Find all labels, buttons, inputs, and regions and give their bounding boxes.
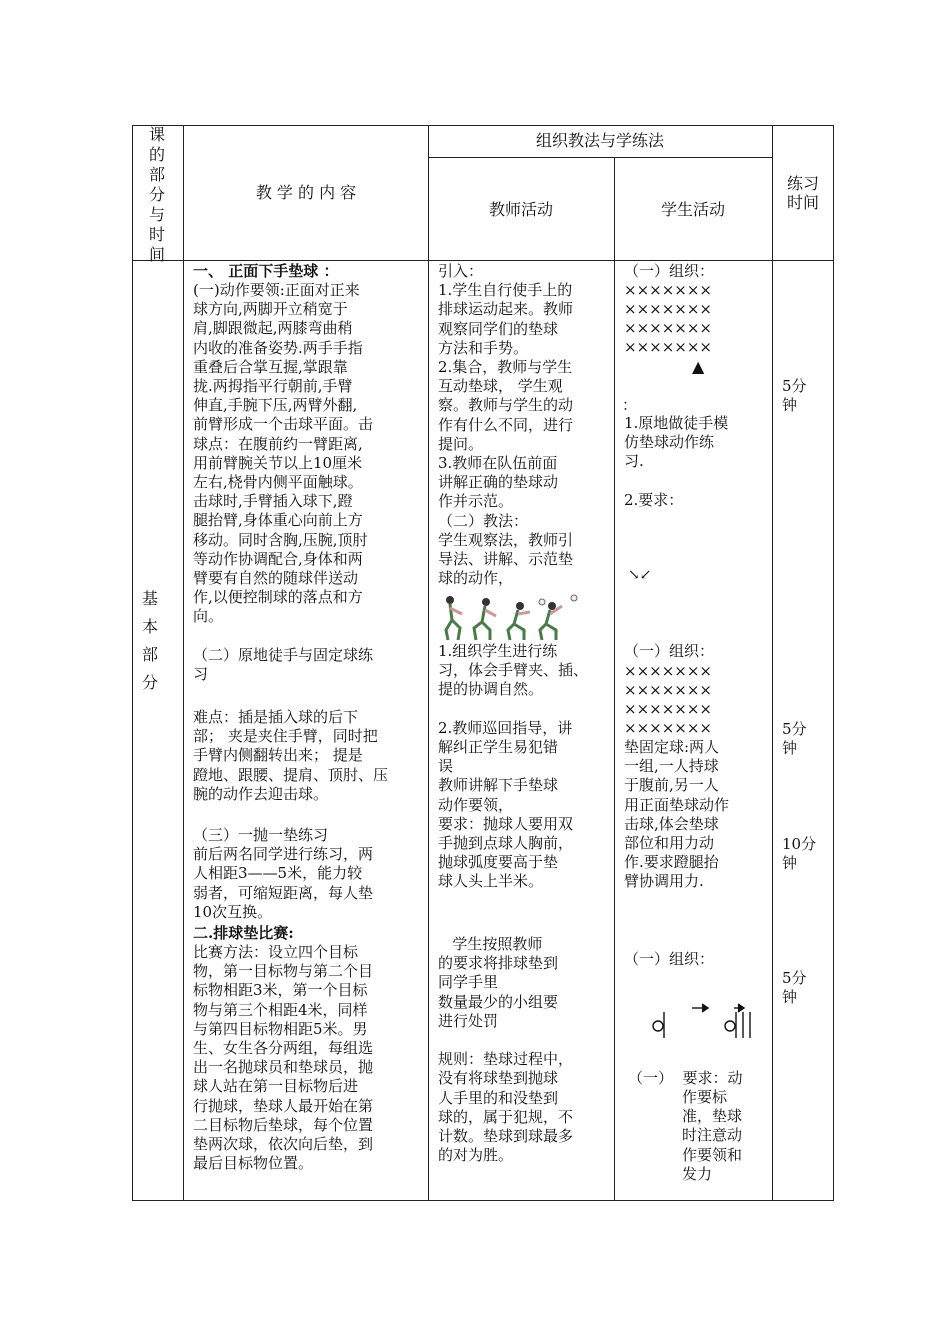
header-org-methods: 组织教法与学练法	[535, 131, 664, 150]
formation-row: ×××××××	[624, 281, 712, 299]
column-divider	[183, 125, 184, 1201]
teacher-block-1: 引入： 1.学生自行使手上的 排球运动起来。教师 观察同学们的垫球 方法和手势。 2.集合，教师与学生 互动垫球， 学生观 察。教师与学生的动 作有什么不同，进行 提问。 3.教师在队伍前面 讲解正确的垫球动 作并示范。 （二）教法： 学生观察法，教师引 导法、讲解、示范垫 球的动作，	[438, 262, 574, 588]
teacher-position-icon: ▲	[692, 357, 705, 376]
formation-row: ×××××××	[624, 338, 712, 356]
content-competition: 比赛方法：设立四个目标 物，第一目标物与第二个目 标物相距3米，第一个目标 物与第三个相距4米，同样 与第四目标物相距5米。男 生、女生各分两组，每组选 出一名抛球员和垫球员，抛 球人站在第一目标物后进 行抛球，垫球人最开始在第 二目标物后垫球，每个位置 垫两次球，依次向后垫，到 最后目标物位置。	[193, 943, 374, 1173]
formation-row: ×××××××	[624, 700, 712, 718]
content-difficulty: 难点：插是插入球的后下 部； 夹是夹住手臂，同时把 手臂内侧翻转出来； 提是 蹬地、跟腰、提肩、顶肘、压 腕的动作去迎击球。	[193, 708, 389, 803]
formation-row: ×××××××	[624, 719, 712, 737]
row-divider	[428, 157, 772, 158]
practice-time-2: 5分 钟	[782, 720, 807, 757]
content-title-1: 一、 正面下手垫球 ：	[193, 262, 339, 280]
content-title-2: 二.排球垫比赛:	[193, 924, 294, 942]
practice-time-3: 10分 钟	[782, 835, 817, 872]
student-colon: ：	[622, 396, 638, 414]
ball-icon	[539, 599, 545, 605]
header-content-col: 教 学 的 内 容	[255, 183, 357, 202]
column-divider	[428, 125, 429, 1201]
row-divider	[132, 260, 834, 261]
formation-row: ×××××××	[624, 300, 712, 318]
header-teacher-activity: 教师活动	[488, 200, 553, 219]
column-divider	[614, 157, 615, 1201]
student-org-3: （一）组织：	[624, 950, 715, 968]
formation-row: ×××××××	[624, 662, 712, 680]
content-technique: (一)动作要领:正面对正来 球方向,两脚开立稍宽于 肩,脚跟微起,两膝弯曲稍 内收的准备姿势.两手手指 重叠后合掌互握,掌跟靠 拢.两拇指平行朝前,手臂 伸直,手腕下压,两臂外翻, 前臂形成一个击球平面。击 球点：在腹前约一臂距离, 用前臂腕关节以上10厘米 左右,桡骨内侧平面触球。 击球时,手臂插入球下,蹬 腿抬臂,身体重心向前上方 移动。同时含胸,压腕,顶肘 等动作协调配合,身体和两 臂要有自然的随球伴送动 作,以便控制球的落点和方 向。	[193, 281, 374, 626]
student-block-2: 垫固定球:两人 一组,一人持球 于腹前,另一人 用正面垫球动作 击球,体会垫球 部位和用力动 作.要求蹬腿抬 臂协调用力.	[624, 738, 730, 891]
practice-time-4: 5分 钟	[782, 969, 807, 1006]
student-requirement-body: 作要标 准，垫球 时注意动 作要领和 发力	[682, 1088, 743, 1183]
student-block-1: 1.原地做徒手模 仿垫球动作练 习. 2.要求：	[624, 414, 729, 509]
teacher-block-2: 1.组织学生进行练 习，体会手臂夹、插、 提的协调自然。 2.教师巡回指导，讲 解纠正学生易犯错 误 教师讲解下手垫球 动作要领， 要求：抛球人要用双 手抛到点球人胸前， 抛球弧度要高于垫 球人头上半米。	[438, 642, 589, 891]
student-org-1: （一）组织：	[624, 262, 715, 280]
teacher-block-3: 学生按照教师 的要求将排球垫到 同学手里 数量最少的小组要 进行处罚 规则：垫球过程中， 没有将球垫到抛球 人手里的和没垫到 球的，属于犯规，不 计数。垫球到球最多 的对为胜。	[438, 935, 574, 1165]
target-markers-diagram	[646, 996, 758, 1044]
section-label: 基 本 部 分	[141, 589, 158, 692]
header-practice-time: 练习 时间	[786, 174, 819, 212]
header-student-activity: 学生活动	[660, 200, 725, 219]
arrows-icon: ↘↙	[628, 567, 652, 583]
content-practice-3: （三）一抛一垫练习 前后两名同学进行练习，两 人相距3——5米，能力较 弱者，可缩短距离，每人垫 10次互换。	[193, 826, 374, 921]
formation-row: ×××××××	[624, 319, 712, 337]
ball-icon	[571, 595, 577, 601]
practice-time-1: 5分 钟	[782, 377, 807, 414]
student-org-2: （一）组织：	[624, 642, 715, 660]
student-requirement-label: （一） 要求：动	[628, 1069, 743, 1087]
header-section-col: 课 的 部 分 与 时 间	[148, 125, 165, 264]
column-divider	[772, 125, 773, 1201]
content-practice-2: （二）原地徒手与固定球练 习	[193, 646, 374, 684]
formation-row: ×××××××	[624, 681, 712, 699]
volleyball-players-figure	[438, 592, 594, 642]
